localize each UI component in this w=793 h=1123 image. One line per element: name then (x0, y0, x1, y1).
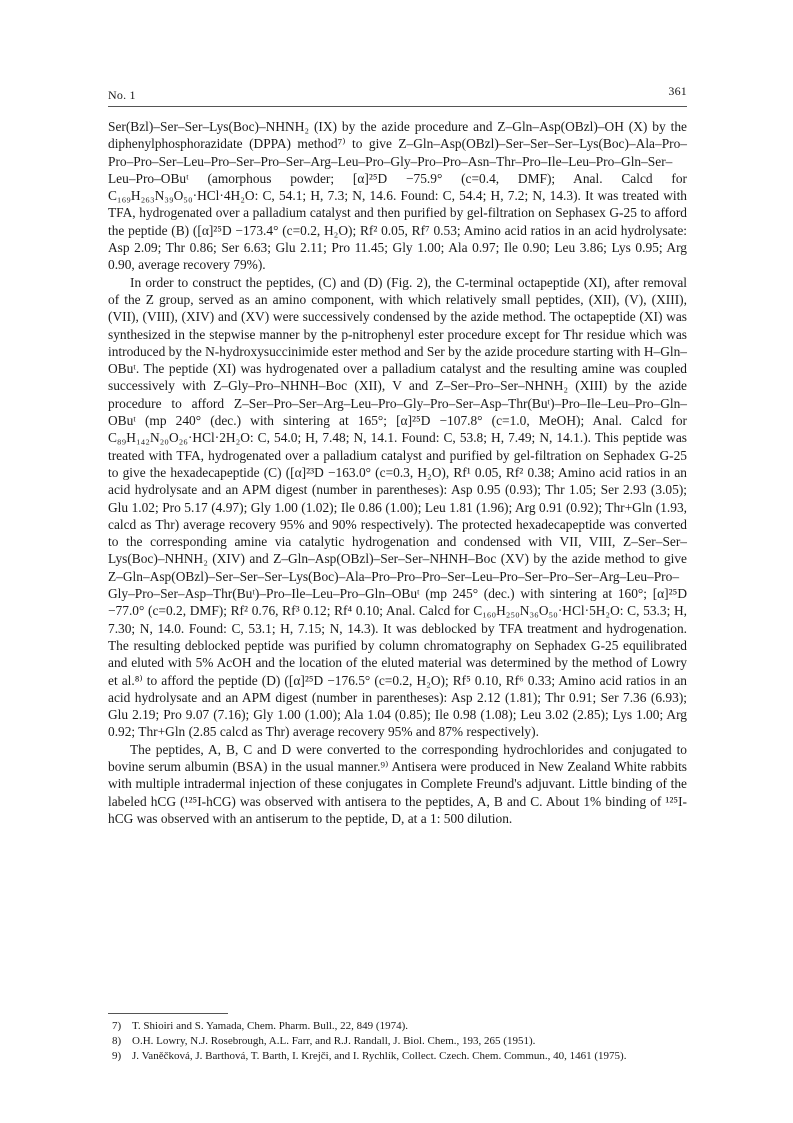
footnote-text: J. Vaněčková, J. Barthová, T. Barth, I. Krejči, and I. Rychlík, Collect. Czech. Chem. Commun., 40, 1461 (1975). (132, 1050, 627, 1062)
paragraph-continuation: Ser(Bzl)–Ser–Ser–Lys(Boc)–NHNH₂ (IX) by the azide procedure and Z–Gln–Asp(OBzl)–OH (X) by the diphenylphosphorazidate (DPPA) method⁷⁾ to give Z–Gln–Asp(OBzl)–Ser–Ser–Ser–Lys(Boc)–Ala–Pro–Pro–Pro–Ser–Leu–Pro–Ser–Pro–Ser–Arg–Leu–Pro–Gly–Pro–Pro–Asn–Thr–Pro–Ile–Leu–Pro–Gln–Ser–Leu–Pro–OBuᵗ (amorphous powder; [α]²⁵D −75.9° (c=0.4, DMF); Anal. Calcd for C₁₆₉H₂₆₃N₃₉O₅₀·HCl·4H₂O: C, 54.1; H, 7.3; N, 14.6. Found: C, 54.4; H, 7.2; N, 14.3). It was treated with TFA, hydrogenated over a palladium catalyst and then purified by gel-filtration on Sephasex G-25 to afford the peptide (B) ([α]²⁵D −173.4° (c=0.2, H₂O); Rf² 0.05, Rf⁷ 0.53; Amino acid ratios in an acid hydrolysate: Asp 2.09; Thr 0.86; Ser 6.63; Glu 2.11; Pro 11.45; Gly 1.00; Ala 0.97; Ile 0.90; Leu 3.86; Lys 0.95; Arg 0.90, average recovery 79%). (108, 119, 687, 273)
footnote-number: 9) (112, 1050, 122, 1062)
header-rule (108, 106, 687, 107)
footnotes (108, 1019, 687, 1064)
running-header (108, 84, 687, 104)
footnote-item (108, 1034, 687, 1049)
footnote-rule (108, 1013, 228, 1014)
footnote-text: O.H. Lowry, N.J. Rosebrough, A.L. Farr, and R.J. Randall, J. Biol. Chem., 193, 265 (1951). (132, 1035, 536, 1047)
footnote-number: 7) (112, 1020, 122, 1032)
footnote-item (108, 1019, 687, 1034)
footnote-text: T. Shioiri and S. Yamada, Chem. Pharm. Bull., 22, 849 (1974). (132, 1020, 409, 1032)
page-number: 361 (668, 84, 687, 98)
paragraph-peptide-c-d-synthesis: In order to construct the peptides, (C) and (D) (Fig. 2), the C-terminal octapeptide (XI), after removal of the Z group, served as an amino component, with which relatively small peptides, (XII), (V), (XIII), (VII), (VIII), (XIV) and (XV) were successively condensed by the azide method. The octapeptide (XI) was synthesized in the stepwise manner by the p-nitrophenyl ester procedure except for Thr residue which was introduced by the N-hydroxysuccinimide ester method and Ser by the azide procedure starting with H–Gln–OBuᵗ. The peptide (XI) was hydrogenated over a palladium catalyst and the resulting amine was coupled successively with Z–Gly–Pro–NHNH–Boc (XII), V and Z–Ser–Pro–Ser–NHNH₂ (XIII) by the azide procedure to afford Z–Ser–Pro–Ser–Arg–Leu–Pro–Gly–Pro–Ser–Asp–Thr(Buᵗ)–Pro–Ile–Leu–Pro–Gln–OBuᵗ (mp 240° (dec.) with sintering at 165°; [α]²⁵D −107.8° (c=1.0, MeOH); Anal. Calcd for C₈₉H₁₄₂N₂₀O₂₆·HCl·2H₂O: C, 54.0; H, 7.48; N, 14.1. Found: C, 53.8; H, 7.49; N, 14.1.). This peptide was treated with TFA, hydrogenated over a palladium catalyst and purified by gel-filtration on Sephadex G-25 to give the hexadecapeptide (C) ([α]²³D −163.0° (c=0.3, H₂O), Rf¹ 0.05, Rf² 0.38; Amino acid ratios in an acid hydrolysate and an APM digest (number in parentheses): Asp 0.95 (0.93); Thr 1.05; Ser 2.93 (3.05); Glu 1.02; Pro 5.17 (4.97); Gly 1.00 (1.02); Ile 0.86 (1.00); Leu 1.81 (1.96); Arg 0.91 (0.92); Thr+Gln (1.93, calcd as Thr) average recovery 95% and 90% respectively). The protected hexadecapeptide was converted to the corresponding amine via catalytic hydrogenation and condensed with VII, VIII, Z–Ser–Ser–Lys(Boc)–NHNH₂ (XIV) and Z–Gln–Asp(OBzl)–Ser–Ser–NHNH–Boc (XV) by the azide method to give Z–Gln–Asp(OBzl)–Ser–Ser–Ser–Lys(Boc)–Ala–Pro–Pro–Pro–Ser–Leu–Pro–Ser–Pro–Ser–Arg–Leu–Pro–Gly–Pro–Ser–Asp–Thr(Buᵗ)–Pro–Ile–Leu–Pro–Gln–OBuᵗ (mp 245° (dec.) with sintering at 160°; [α]²⁵D −77.0° (c=0.2, DMF); Rf² 0.76, Rf³ 0.12; Rf⁴ 0.10; Anal. Calcd for C₁₆₀H₂₅₀N₃₆O₅₀·HCl·5H₂O: C, 53.3; H, 7.30; N, 14.0. Found: C, 53.1; H, 7.15; N, 14.3). It was deblocked by TFA treatment and hydrogenation. The resulting deblocked peptide was purified by column chromatography on Sephadex G-25 equilibrated and eluted with 5% AcOH and the location of the eluted material was determined by the method of Lowry et al.⁸⁾ to afford the peptide (D) ([α]²⁵D −176.5° (c=0.2, H₂O); Rf⁵ 0.10, Rf⁶ 0.33; Amino acid ratios in an acid hydrolysate and an APM digest (number in parentheses): Asp 2.12 (1.81); Thr 0.91; Ser 7.36 (6.93); Glu 2.19; Pro 9.07 (7.16); Gly 1.00 (1.00); Ala 1.04 (0.85); Ile 0.98 (1.08); Leu 3.02 (2.85); Lys 1.00; Arg 0.92; Thr+Gln (2.85 calcd as Thr) average recovery 95% and 87% respectively). (108, 274, 687, 740)
footnote-number: 8) (112, 1035, 122, 1047)
footnote-item (108, 1049, 687, 1064)
paragraph-conjugation-antisera: The peptides, A, B, C and D were converted to the corresponding hydrochlorides and conjugated to bovine serum albumin (BSA) in the usual manner.⁹⁾ Antisera were produced in New Zealand White rabbits with multiple intradermal injection of these conjugates in Complete Freund's adjuvant. Little binding of the labeled hCG (¹²⁵I-hCG) was observed with antisera to the peptides, A, B and C. About 1% binding of ¹²⁵I-hCG was observed with an antiserum to the peptide, D, at a 1: 500 dilution. (108, 741, 687, 826)
body-text (108, 118, 687, 827)
journal-issue: No. 1 (108, 88, 136, 102)
